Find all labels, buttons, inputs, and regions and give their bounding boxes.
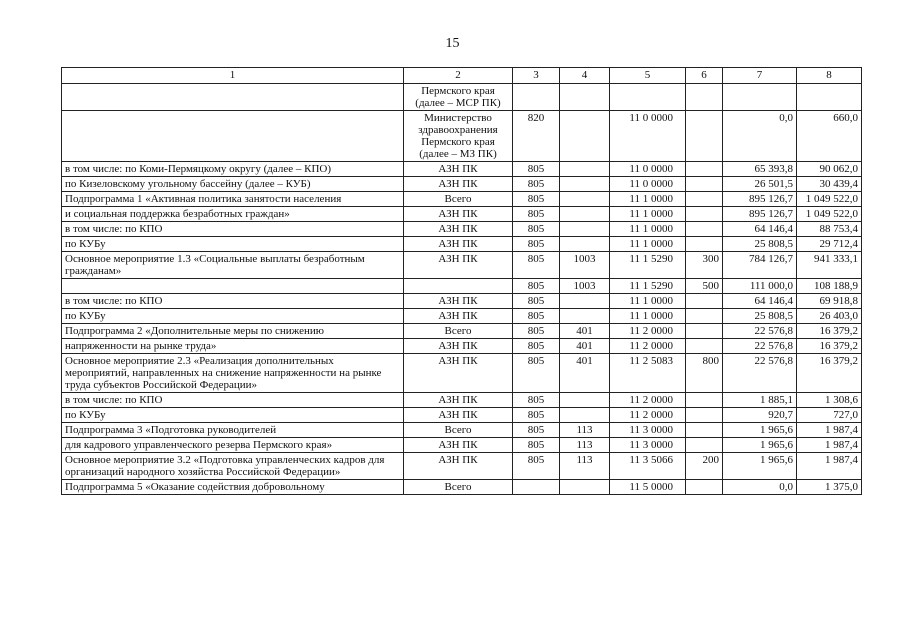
table-cell (686, 393, 723, 408)
table-cell: 11 2 0000 (610, 339, 686, 354)
table-cell: 90 062,0 (797, 162, 862, 177)
table-cell: 11 5 0000 (610, 480, 686, 495)
table-cell: 11 2 0000 (610, 408, 686, 423)
table-cell (686, 324, 723, 339)
table-cell (686, 222, 723, 237)
table-cell (513, 84, 560, 111)
table-cell: 805 (513, 162, 560, 177)
table-cell: по Кизеловскому угольному бассейну (далее – КУБ) (62, 177, 404, 192)
table-row (62, 339, 862, 354)
table-cell: 16 379,2 (797, 354, 862, 393)
table-cell: АЗН ПК (404, 309, 513, 324)
table-cell: 895 126,7 (723, 207, 797, 222)
table-cell: 11 2 0000 (610, 393, 686, 408)
table-cell (560, 408, 610, 423)
table-cell (560, 207, 610, 222)
table-cell (686, 177, 723, 192)
table-row (62, 453, 862, 480)
table-cell: 401 (560, 324, 610, 339)
table-cell (560, 177, 610, 192)
table-cell: для кадрового управленческого резерва Пермского края» (62, 438, 404, 453)
table-cell (62, 111, 404, 162)
table-cell: и социальная поддержка безработных граждан» (62, 207, 404, 222)
table-cell: 805 (513, 279, 560, 294)
table-cell: 941 333,1 (797, 252, 862, 279)
table-cell: 805 (513, 309, 560, 324)
table-cell: АЗН ПК (404, 408, 513, 423)
table-row (62, 237, 862, 252)
table-cell: 300 (686, 252, 723, 279)
table-cell: Подпрограмма 2 «Дополнительные меры по снижению (62, 324, 404, 339)
table-cell: 1 308,6 (797, 393, 862, 408)
table-cell: Всего (404, 324, 513, 339)
table-row (62, 111, 862, 162)
table-cell (686, 408, 723, 423)
table-cell: 805 (513, 453, 560, 480)
table-cell: 113 (560, 453, 610, 480)
table-cell (560, 222, 610, 237)
table-row (62, 480, 862, 495)
table-cell: 11 1 0000 (610, 207, 686, 222)
table-cell (686, 162, 723, 177)
table-cell: 784 126,7 (723, 252, 797, 279)
table-cell: 29 712,4 (797, 237, 862, 252)
header-row (62, 68, 862, 84)
table-cell: Основное мероприятие 3.2 «Подготовка управленческих кадров для организаций народного хозяйства Российской Федерации» (62, 453, 404, 480)
table-cell: 26 501,5 (723, 177, 797, 192)
table-cell (404, 279, 513, 294)
table-row (62, 354, 862, 393)
table-cell (686, 111, 723, 162)
table-cell: 0,0 (723, 480, 797, 495)
table-cell: АЗН ПК (404, 453, 513, 480)
table-cell: АЗН ПК (404, 177, 513, 192)
column-header: 2 (404, 68, 513, 84)
table-cell (686, 339, 723, 354)
table-cell: 11 1 0000 (610, 222, 686, 237)
table-cell: 69 918,8 (797, 294, 862, 309)
table-cell: напряженности на рынке труда» (62, 339, 404, 354)
table-cell: 1 049 522,0 (797, 207, 862, 222)
table-cell: по КУБу (62, 408, 404, 423)
table-cell: 805 (513, 252, 560, 279)
table-cell: АЗН ПК (404, 207, 513, 222)
table-cell (560, 192, 610, 207)
column-header: 7 (723, 68, 797, 84)
table-cell: 805 (513, 237, 560, 252)
column-header: 1 (62, 68, 404, 84)
table-cell: 11 1 0000 (610, 192, 686, 207)
table-cell: АЗН ПК (404, 237, 513, 252)
table-cell: 16 379,2 (797, 324, 862, 339)
table-cell (686, 294, 723, 309)
table-cell: 88 753,4 (797, 222, 862, 237)
table-cell: 805 (513, 438, 560, 453)
table-cell: 1003 (560, 279, 610, 294)
table-cell: АЗН ПК (404, 222, 513, 237)
table-row (62, 162, 862, 177)
table-cell: 895 126,7 (723, 192, 797, 207)
table-cell: 25 808,5 (723, 309, 797, 324)
table-row (62, 438, 862, 453)
table-cell: Основное мероприятие 2.3 «Реализация дополнительных мероприятий, направленных на снижение напряженности на рынке труда субъектов Российской Федерации» (62, 354, 404, 393)
table-cell: 1 885,1 (723, 393, 797, 408)
table-cell: 22 576,8 (723, 339, 797, 354)
table-cell (797, 84, 862, 111)
table-cell: в том числе: по КПО (62, 294, 404, 309)
table-cell (686, 438, 723, 453)
table-cell: 11 1 0000 (610, 294, 686, 309)
table-cell: 113 (560, 423, 610, 438)
table-cell (560, 237, 610, 252)
table-cell: 11 2 5083 (610, 354, 686, 393)
column-header: 8 (797, 68, 862, 84)
table-cell (686, 423, 723, 438)
table-row (62, 309, 862, 324)
table-cell: 805 (513, 222, 560, 237)
table-cell (560, 84, 610, 111)
table-row (62, 423, 862, 438)
table-cell (560, 162, 610, 177)
table-cell: 64 146,4 (723, 222, 797, 237)
column-header: 5 (610, 68, 686, 84)
table-cell: 800 (686, 354, 723, 393)
table-cell (723, 84, 797, 111)
table-row (62, 222, 862, 237)
table-cell: АЗН ПК (404, 438, 513, 453)
table-row (62, 408, 862, 423)
table-cell: Основное мероприятие 1.3 «Социальные выплаты безработным гражданам» (62, 252, 404, 279)
table-cell (560, 309, 610, 324)
table-cell: Пермского края (далее – МСР ПК) (404, 84, 513, 111)
table-cell: 64 146,4 (723, 294, 797, 309)
table-cell: 401 (560, 354, 610, 393)
table-cell: 26 403,0 (797, 309, 862, 324)
table-cell: 11 0 0000 (610, 162, 686, 177)
table-cell (62, 84, 404, 111)
table-cell: Министерство здравоохранения Пермского края (далее – МЗ ПК) (404, 111, 513, 162)
table-cell: 11 3 5066 (610, 453, 686, 480)
table-cell: 820 (513, 111, 560, 162)
table-cell: 1 987,4 (797, 423, 862, 438)
table-cell: Всего (404, 480, 513, 495)
table-cell: 727,0 (797, 408, 862, 423)
table-cell: 11 2 0000 (610, 324, 686, 339)
table-cell: 30 439,4 (797, 177, 862, 192)
table-cell: Всего (404, 192, 513, 207)
table-cell: 805 (513, 294, 560, 309)
table-cell: 920,7 (723, 408, 797, 423)
table-cell: 0,0 (723, 111, 797, 162)
table-cell: 1 375,0 (797, 480, 862, 495)
table-cell: 805 (513, 177, 560, 192)
table-cell: 108 188,9 (797, 279, 862, 294)
page-number: 15 (445, 36, 460, 51)
table-cell: 805 (513, 207, 560, 222)
table-cell: 1 987,4 (797, 453, 862, 480)
table-cell: АЗН ПК (404, 294, 513, 309)
table-cell: 200 (686, 453, 723, 480)
table-cell: АЗН ПК (404, 252, 513, 279)
table-cell (686, 309, 723, 324)
table-cell: 660,0 (797, 111, 862, 162)
table-row (62, 324, 862, 339)
table-row (62, 192, 862, 207)
table-cell: 500 (686, 279, 723, 294)
table-cell: 113 (560, 438, 610, 453)
column-header: 3 (513, 68, 560, 84)
table-row (62, 294, 862, 309)
table-cell: АЗН ПК (404, 393, 513, 408)
table-row (62, 279, 862, 294)
table-cell: 805 (513, 393, 560, 408)
table-cell (513, 480, 560, 495)
table-cell (686, 192, 723, 207)
table-cell: 11 1 0000 (610, 309, 686, 324)
table-row (62, 393, 862, 408)
table-cell: 25 808,5 (723, 237, 797, 252)
table-cell: АЗН ПК (404, 339, 513, 354)
table-cell: 805 (513, 192, 560, 207)
table-cell: 401 (560, 339, 610, 354)
table-cell: 805 (513, 408, 560, 423)
table-row (62, 207, 862, 222)
table-row (62, 252, 862, 279)
table-cell: 11 3 0000 (610, 423, 686, 438)
table-cell: в том числе: по КПО (62, 222, 404, 237)
table-cell: 111 000,0 (723, 279, 797, 294)
table-cell: 1003 (560, 252, 610, 279)
table-cell: 11 0 0000 (610, 177, 686, 192)
table-cell: 805 (513, 339, 560, 354)
table-cell: 1 987,4 (797, 438, 862, 453)
table-cell (62, 279, 404, 294)
table-cell: 11 1 5290 (610, 279, 686, 294)
table-cell (560, 393, 610, 408)
table-cell: по КУБу (62, 309, 404, 324)
table-cell: в том числе: по Коми-Пермяцкому округу (далее – КПО) (62, 162, 404, 177)
table-cell (686, 84, 723, 111)
table-cell (560, 480, 610, 495)
table-cell: 1 965,6 (723, 438, 797, 453)
table-cell: 805 (513, 423, 560, 438)
table-cell: в том числе: по КПО (62, 393, 404, 408)
table-cell (686, 480, 723, 495)
table-cell: 22 576,8 (723, 324, 797, 339)
table-cell: Всего (404, 423, 513, 438)
budget-table (61, 67, 862, 495)
table-cell: 805 (513, 324, 560, 339)
table-cell: 22 576,8 (723, 354, 797, 393)
table-cell (686, 207, 723, 222)
table-cell (560, 111, 610, 162)
table-cell: 11 1 0000 (610, 237, 686, 252)
table-cell: 1 965,6 (723, 453, 797, 480)
column-header: 6 (686, 68, 723, 84)
table-cell: 65 393,8 (723, 162, 797, 177)
table-cell (686, 237, 723, 252)
table-cell: 11 1 5290 (610, 252, 686, 279)
table-cell (610, 84, 686, 111)
table-cell: 1 049 522,0 (797, 192, 862, 207)
table-cell: 11 3 0000 (610, 438, 686, 453)
table-cell: 11 0 0000 (610, 111, 686, 162)
table-cell: Подпрограмма 1 «Активная политика занятости населения (62, 192, 404, 207)
column-header: 4 (560, 68, 610, 84)
table-cell (560, 294, 610, 309)
table-row (62, 177, 862, 192)
table-cell: по КУБу (62, 237, 404, 252)
table-cell: АЗН ПК (404, 162, 513, 177)
table-row (62, 84, 862, 111)
table-cell: Подпрограмма 3 «Подготовка руководителей (62, 423, 404, 438)
table-cell: АЗН ПК (404, 354, 513, 393)
table-cell: 1 965,6 (723, 423, 797, 438)
table-cell: 805 (513, 354, 560, 393)
table-cell: Подпрограмма 5 «Оказание содействия добровольному (62, 480, 404, 495)
table-cell: 16 379,2 (797, 339, 862, 354)
